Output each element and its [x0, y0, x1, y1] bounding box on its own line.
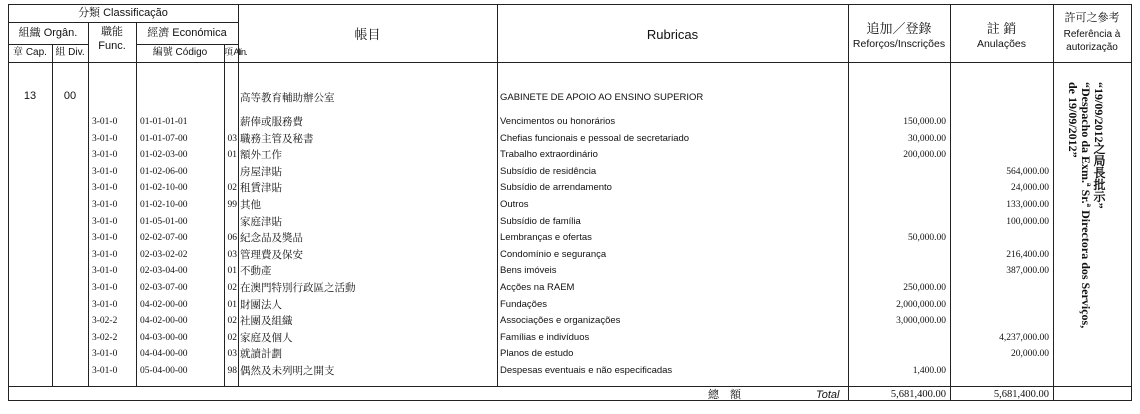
row-rubrica-pt: Fundações — [500, 298, 548, 310]
authorization-line1: “19/09/2012之局長批示” — [1092, 82, 1106, 209]
row-func: 3-01-0 — [92, 299, 118, 310]
header-organica: 組織 Orgân. — [18, 27, 78, 39]
header-cap: 章 Cap. — [13, 47, 47, 58]
row-codigo: 04-04-00-00 — [140, 349, 188, 360]
row-codigo: 01-01-07-00 — [140, 133, 188, 144]
header-anulacoes-pt: Anulações — [976, 38, 1027, 50]
row-rubrica-pt: Condomínio e segurança — [500, 248, 607, 260]
total-reforcos: 5,681,400.00 — [890, 389, 946, 400]
section-name-pt: GABINETE DE APOIO AO ENSINO SUPERIOR — [500, 92, 704, 103]
rule-header-bottom — [8, 62, 1132, 63]
row-codigo: 01-01-01-01 — [140, 117, 188, 127]
row-func: 3-01-0 — [92, 133, 118, 144]
row-rubrica-pt: Bens imóveis — [500, 265, 557, 277]
header-reforcos-pt: Reforços/Inscrições — [852, 38, 946, 50]
row-codigo: 01-05-01-00 — [140, 216, 188, 227]
row-alinea: 02 — [227, 283, 237, 293]
row-rubrica-zh: 其他 — [240, 199, 261, 211]
total-anulacoes: 5,681,400.00 — [993, 389, 1049, 400]
row-alinea: 98 — [227, 366, 237, 376]
row-anulacao: 216,400.00 — [1006, 249, 1049, 260]
row-anulacao: 100,000.00 — [1006, 216, 1049, 227]
row-rubrica-zh: 在澳門特別行政區之活動 — [240, 282, 356, 294]
col-rubricas — [848, 4, 849, 400]
row-codigo: 01-02-10-00 — [140, 183, 188, 194]
row-rubrica-pt: Vencimentos ou honorários — [500, 116, 616, 127]
row-rubrica-pt: Subsídio de arrendamento — [500, 182, 612, 194]
row-codigo: 01-02-06-00 — [140, 166, 188, 177]
row-reforco: 2,000,000.00 — [896, 299, 946, 310]
row-rubrica-zh: 社團及組織 — [240, 315, 293, 328]
row-anulacao: 4,237,000.00 — [999, 332, 1049, 343]
header-func-zh: 職能 — [101, 26, 123, 38]
authorization-line3: de 19/09/2012” — [1066, 82, 1080, 158]
section-cap: 13 — [23, 90, 37, 102]
row-func: 3-01-0 — [92, 349, 118, 360]
row-rubrica-pt: Acções na RAEM — [500, 282, 575, 293]
header-div: 組 Div. — [55, 47, 85, 58]
row-codigo: 04-02-00-00 — [140, 316, 188, 327]
row-rubrica-zh: 財團法人 — [240, 298, 282, 311]
row-rubrica-pt: Trabalho extraordinário — [500, 149, 598, 161]
row-rubrica-pt: Outros — [500, 199, 529, 210]
row-func: 3-01-0 — [92, 233, 118, 244]
row-func: 3-01-0 — [92, 200, 118, 210]
row-rubrica-zh: 租賃津貼 — [240, 182, 282, 195]
row-reforco: 30,000.00 — [908, 133, 946, 144]
row-alinea: 01 — [227, 150, 237, 161]
header-referencia-zh: 許可之參考 — [1064, 12, 1120, 24]
frame-right — [1131, 4, 1132, 400]
col-reforcos — [950, 4, 951, 400]
total-label-zh: 總 額 — [708, 389, 746, 401]
header-classificacao: 分類 Classificação — [78, 7, 168, 19]
row-rubrica-pt: Subsídio de residência — [500, 165, 597, 177]
authorization-line2: “Despacho da Exm.ª Sr.ª Directora dos Serviços, — [1079, 82, 1093, 329]
row-rubrica-pt: Associações e organizações — [500, 315, 621, 327]
col-anulacoes — [1053, 4, 1054, 400]
section-div: 00 — [63, 90, 77, 102]
row-func: 3-01-0 — [92, 249, 118, 260]
row-anulacao: 387,000.00 — [1006, 266, 1049, 277]
row-reforco: 3,000,000.00 — [896, 316, 946, 327]
row-rubrica-pt: Despesas eventuais e não especificadas — [500, 365, 673, 376]
col-div — [88, 22, 89, 386]
row-reforco: 150,000.00 — [903, 117, 946, 127]
row-rubrica-zh: 家庭津貼 — [240, 215, 282, 228]
col-zh — [497, 4, 498, 386]
row-rubrica-zh: 職務主管及秘書 — [240, 132, 314, 145]
row-rubrica-zh: 紀念品及獎品 — [240, 232, 303, 245]
row-rubrica-zh: 薪俸或服務費 — [240, 116, 303, 128]
header-alinea: 項 Alín. — [224, 47, 247, 57]
row-codigo: 05-04-00-00 — [140, 366, 188, 376]
row-rubrica-pt: Planos de estudo — [500, 348, 574, 360]
row-alinea: 02 — [227, 332, 237, 343]
row-alinea: 02 — [227, 316, 237, 327]
row-alinea: 02 — [227, 183, 237, 194]
row-reforco: 50,000.00 — [908, 233, 946, 244]
header-reforcos-zh: 追加／登錄 — [866, 21, 932, 36]
row-rubrica-pt: Chefias funcionais e pessoal de secretariado — [500, 132, 690, 144]
rule-economica — [136, 44, 238, 45]
authorization-reference — [1066, 82, 1105, 382]
col-func — [136, 22, 137, 386]
row-rubrica-zh: 不動產 — [240, 265, 272, 278]
row-rubrica-pt: Lembranças e ofertas — [500, 232, 592, 244]
header-anulacoes-zh: 註 銷 — [986, 21, 1017, 36]
row-rubrica-zh: 就讀計劃 — [240, 348, 282, 361]
row-rubrica-pt: Famílias e indivíduos — [500, 331, 590, 343]
row-anulacao: 133,000.00 — [1006, 200, 1049, 210]
row-alinea: 01 — [227, 266, 237, 277]
frame-left — [8, 4, 9, 400]
budget-table — [8, 4, 1132, 404]
header-referencia-pt1: Referência à — [1063, 29, 1121, 40]
header-codigo: 編號 Código — [152, 47, 208, 58]
row-alinea: 01 — [227, 299, 237, 310]
row-alinea: 03 — [227, 249, 237, 260]
row-func: 3-01-0 — [92, 183, 118, 194]
row-func: 3-01-0 — [92, 283, 118, 293]
row-func: 3-01-0 — [92, 266, 118, 277]
row-func: 3-01-0 — [92, 366, 118, 376]
row-rubrica-zh: 管理費及保安 — [240, 248, 303, 261]
row-alinea: 03 — [227, 349, 237, 360]
row-codigo: 02-02-07-00 — [140, 233, 188, 244]
row-rubrica-pt: Subsídio de família — [500, 215, 581, 227]
row-func: 3-02-2 — [92, 316, 118, 327]
row-anulacao: 564,000.00 — [1006, 166, 1049, 177]
header-referencia-pt2: autorização — [1066, 42, 1118, 53]
rule-total — [8, 386, 1132, 387]
header-economica: 經濟 Económica — [147, 27, 227, 39]
total-label-pt: Total — [816, 389, 840, 401]
row-rubrica-zh: 偶然及未列明之開支 — [240, 365, 335, 377]
row-codigo: 02-03-04-00 — [140, 266, 188, 277]
header-func-pt: Func. — [98, 40, 126, 52]
row-codigo: 01-02-03-00 — [140, 150, 188, 161]
row-reforco: 250,000.00 — [903, 283, 946, 293]
row-codigo: 02-03-02-02 — [140, 249, 188, 260]
section-name-zh: 高等教育輔助辦公室 — [240, 92, 335, 104]
row-codigo: 01-02-10-00 — [140, 200, 188, 210]
row-alinea: 99 — [227, 200, 237, 210]
row-reforco: 200,000.00 — [903, 150, 946, 161]
row-func: 3-01-0 — [92, 216, 118, 227]
row-func: 3-02-2 — [92, 332, 118, 343]
row-func: 3-01-0 — [92, 117, 118, 127]
row-anulacao: 24,000.00 — [1011, 183, 1049, 194]
row-rubrica-zh: 房屋津貼 — [240, 165, 282, 178]
row-func: 3-01-0 — [92, 166, 118, 177]
row-codigo: 02-03-07-00 — [140, 283, 188, 293]
rule-classif — [8, 22, 238, 23]
row-alinea: 06 — [227, 233, 237, 244]
row-rubrica-zh: 家庭及個人 — [240, 331, 293, 344]
row-codigo: 04-03-00-00 — [140, 332, 188, 343]
header-rubricas-pt: Rubricas — [646, 27, 699, 42]
row-func: 3-01-0 — [92, 150, 118, 161]
row-alinea: 03 — [227, 133, 237, 144]
row-codigo: 04-02-00-00 — [140, 299, 188, 310]
row-anulacao: 20,000.00 — [1011, 349, 1049, 360]
col-alinea — [238, 4, 239, 386]
row-reforco: 1,400.00 — [912, 366, 946, 376]
rule-organica — [8, 44, 88, 45]
row-rubrica-zh: 額外工作 — [240, 149, 282, 162]
header-rubricas-zh: 帳目 — [354, 27, 381, 42]
frame-top — [8, 4, 1132, 5]
